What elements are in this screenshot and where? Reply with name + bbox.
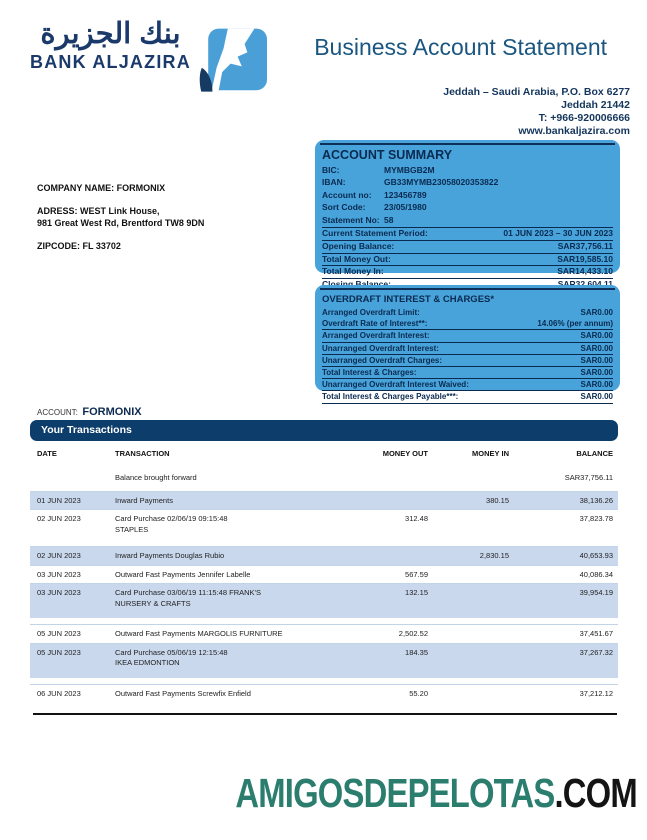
footer-site-tld: .COM — [554, 770, 637, 816]
overdraft-row — [322, 366, 613, 378]
account-label: ACCOUNT: — [37, 408, 78, 417]
summary-detail-row — [322, 214, 613, 226]
spacer — [37, 230, 204, 240]
account-holder-line — [37, 402, 142, 420]
transaction-line1: Card Purchase 05/06/19 12:15:48 — [115, 647, 228, 657]
table-row — [30, 546, 618, 565]
detail-value: 23/05/1980 — [384, 202, 427, 213]
transaction-line1: Card Purchase 03/06/19 11:15:48 FRANK'S — [115, 588, 261, 597]
column-header-balance: BALANCE — [576, 449, 613, 458]
overdraft-row — [322, 390, 613, 402]
cell-money-out — [352, 551, 428, 562]
overdraft-label: Arranged Overdraft Limit: — [322, 308, 420, 317]
overdraft-row — [322, 307, 613, 318]
overdraft-title: OVERDRAFT INTEREST & CHARGES* — [322, 294, 495, 305]
cell-money-in — [428, 473, 509, 484]
page-title: Business Account Statement — [314, 34, 607, 60]
cell-transaction: Balance brought forward — [115, 473, 197, 482]
cell-money-out: 55.20 — [409, 688, 428, 698]
overdraft-panel — [315, 285, 620, 402]
transaction-line2: IKEA EDMONTION — [115, 658, 180, 667]
cell-date: 06 JUN 2023 — [37, 688, 81, 698]
cell-money-out: 132.15 — [405, 588, 428, 597]
detail-label: Account no: — [322, 189, 372, 200]
cell-date: 01 JUN 2023 — [37, 495, 81, 505]
bank-name-latin: BANK ALJAZIRA — [30, 52, 191, 73]
cell-money-in — [428, 629, 509, 640]
bank-logo-peninsula-icon — [197, 27, 267, 103]
company-address-line2: 981 Great West Rd, Brentford TW8 9DN — [37, 218, 205, 229]
company-zipcode-line: ZIPCODE: FL 33702 — [37, 240, 121, 251]
cell-transaction — [110, 514, 352, 535]
summary-total-row — [322, 265, 613, 278]
transactions-table — [30, 444, 618, 715]
column-header-date: DATE — [37, 449, 57, 458]
overdraft-row — [322, 354, 613, 366]
cell-date: 03 JUN 2023 — [37, 569, 81, 579]
overdraft-row — [322, 342, 613, 354]
footer-site-name: AMIGOSDEPELOTAS — [235, 770, 555, 816]
detail-label: BIC: — [322, 165, 340, 175]
overdraft-label: Unarranged Overdraft Interest: — [322, 343, 439, 353]
cell-money-in — [428, 648, 509, 669]
cell-money-out — [352, 473, 428, 484]
cell-money-out: 2,502.52 — [398, 629, 428, 638]
cell-money-in — [428, 570, 509, 581]
overdraft-value: SAR0.00 — [580, 308, 613, 317]
cell-money-out: 184.35 — [405, 647, 428, 657]
cell-transaction: Outward Fast Payments Screwfix Enfield — [115, 688, 251, 698]
table-row — [30, 643, 618, 678]
detail-value: GB33MYMB23058020353822 — [384, 177, 499, 188]
cell-money-out — [352, 496, 428, 507]
cell-date: 02 JUN 2023 — [37, 551, 81, 560]
detail-label: Sort Code: — [322, 202, 366, 213]
cell-balance: 38,136.26 — [579, 495, 613, 505]
summary-totals — [322, 227, 613, 292]
bank-logo-text — [30, 18, 191, 73]
company-address-line1: ADRESS: WEST Link House, — [37, 205, 160, 216]
overdraft-value: SAR0.00 — [580, 331, 613, 341]
cell-transaction — [110, 588, 352, 609]
detail-value: 123456789 — [384, 189, 427, 200]
summary-detail-row — [322, 189, 613, 201]
bank-address-line: Jeddah 21442 — [561, 99, 630, 112]
account-summary-panel — [315, 140, 620, 277]
spacer — [37, 195, 204, 205]
total-value: SAR37,756.11 — [557, 240, 613, 251]
total-label: Opening Balance: — [322, 240, 395, 251]
overdraft-label: Unarranged Overdraft Interest Waived: — [322, 380, 469, 390]
transaction-line2: STAPLES — [115, 524, 149, 534]
total-value: SAR14,433.10 — [557, 266, 613, 277]
cell-balance: 40,086.34 — [579, 569, 613, 579]
summary-detail-row — [322, 201, 613, 213]
overdraft-label: Unarranged Overdraft Charges: — [322, 355, 443, 365]
summary-total-row — [322, 227, 613, 240]
bank-logo — [30, 18, 267, 103]
cell-transaction: Outward Fast Payments Jennifer Labelle — [115, 569, 251, 579]
overdraft-value: SAR0.00 — [580, 380, 613, 390]
company-info-block — [37, 182, 204, 252]
overdraft-value: SAR0.00 — [580, 343, 613, 353]
table-row — [30, 624, 618, 643]
cell-money-in — [428, 689, 509, 700]
total-label: Total Money In: — [322, 266, 384, 277]
cell-balance: 39,954.19 — [579, 588, 613, 597]
row-spacer — [30, 538, 618, 546]
cell-date: 05 JUN 2023 — [37, 647, 81, 657]
cell-money-in: 380.15 — [486, 495, 509, 505]
cell-money-in — [428, 588, 509, 609]
bank-name-arabic: بنك الجزيرة — [40, 18, 181, 50]
cell-balance: 37,267.32 — [579, 647, 613, 657]
overdraft-row — [322, 329, 613, 341]
cell-transaction: Inward Payments Douglas Rubio — [115, 551, 225, 560]
column-header-money-out: MONEY OUT — [382, 449, 428, 458]
transaction-line2: NURSERY & CRAFTS — [115, 598, 191, 608]
bank-address-block — [443, 86, 630, 139]
transaction-line1: Card Purchase 02/06/19 09:15:48 — [115, 514, 228, 523]
table-row — [30, 465, 618, 491]
transactions-section-header: Your Transactions — [30, 420, 618, 441]
overdraft-row — [322, 318, 613, 329]
bank-address-line: T: +966-920006666 — [538, 112, 630, 125]
summary-detail-row — [322, 176, 613, 188]
cell-balance: 37,212.12 — [579, 688, 613, 698]
summary-total-row — [322, 240, 613, 253]
account-holder-name: FORMONIX — [82, 406, 142, 418]
table-end-divider — [33, 713, 617, 715]
cell-money-out: 567.59 — [405, 569, 428, 579]
overdraft-value: SAR0.00 — [580, 392, 613, 402]
table-row — [30, 684, 618, 703]
bank-website: www.bankaljazira.com — [518, 125, 630, 138]
table-header-row — [30, 444, 618, 465]
table-row — [30, 565, 618, 584]
footer-watermark — [236, 770, 638, 817]
cell-balance: 37,451.67 — [579, 629, 613, 638]
overdraft-row — [322, 378, 613, 390]
overdraft-value: SAR0.00 — [580, 368, 613, 378]
total-label: Current Statement Period: — [322, 228, 428, 239]
column-header-transaction: TRANSACTION — [115, 449, 170, 458]
overdraft-label: Arranged Overdraft Interest: — [322, 331, 430, 341]
cell-balance: 40,653.93 — [579, 551, 613, 560]
cell-transaction: Inward Payments — [115, 495, 173, 505]
cell-money-out: 312.48 — [405, 514, 428, 523]
cell-transaction: Outward Fast Payments MARGOLIS FURNITURE — [115, 629, 283, 638]
cell-balance: 37,823.78 — [579, 514, 613, 523]
cell-date: 05 JUN 2023 — [37, 629, 81, 638]
account-summary-title: ACCOUNT SUMMARY — [322, 148, 453, 162]
summary-detail-row — [322, 164, 613, 176]
company-name-line: COMPANY NAME: FORMONIX — [37, 183, 166, 193]
table-row — [30, 509, 618, 538]
table-row — [30, 491, 618, 510]
overdraft-value: 14.06% (per annum) — [537, 319, 613, 329]
cell-date — [30, 473, 110, 484]
cell-money-in — [428, 514, 509, 535]
cell-date: 02 JUN 2023 — [37, 514, 81, 523]
summary-total-row — [322, 253, 613, 266]
cell-balance: SAR37,756.11 — [564, 473, 613, 482]
overdraft-label: Total Interest & Charges Payable***: — [322, 392, 459, 402]
total-value: 01 JUN 2023 – 30 JUN 2023 — [503, 228, 613, 239]
column-header-money-in: MONEY IN — [472, 449, 509, 458]
detail-value: 58 — [384, 214, 394, 225]
total-value: SAR19,585.10 — [557, 253, 613, 264]
detail-value: MYMBGB2M — [384, 165, 435, 175]
overdraft-lined-rows — [322, 329, 613, 403]
cell-money-in: 2,830.15 — [479, 551, 509, 560]
overdraft-label: Total Interest & Charges: — [322, 368, 417, 378]
cell-transaction — [110, 648, 352, 669]
detail-label: IBAN: — [322, 177, 346, 188]
overdraft-label: Overdraft Rate of Interest**: — [322, 319, 428, 329]
detail-label: Statement No: — [322, 214, 380, 225]
bank-address-line: Jeddah – Saudi Arabia, P.O. Box 6277 — [443, 86, 630, 98]
table-row — [30, 583, 618, 618]
cell-date: 03 JUN 2023 — [37, 588, 81, 597]
total-label: Total Money Out: — [322, 253, 391, 264]
overdraft-value: SAR0.00 — [580, 355, 613, 365]
